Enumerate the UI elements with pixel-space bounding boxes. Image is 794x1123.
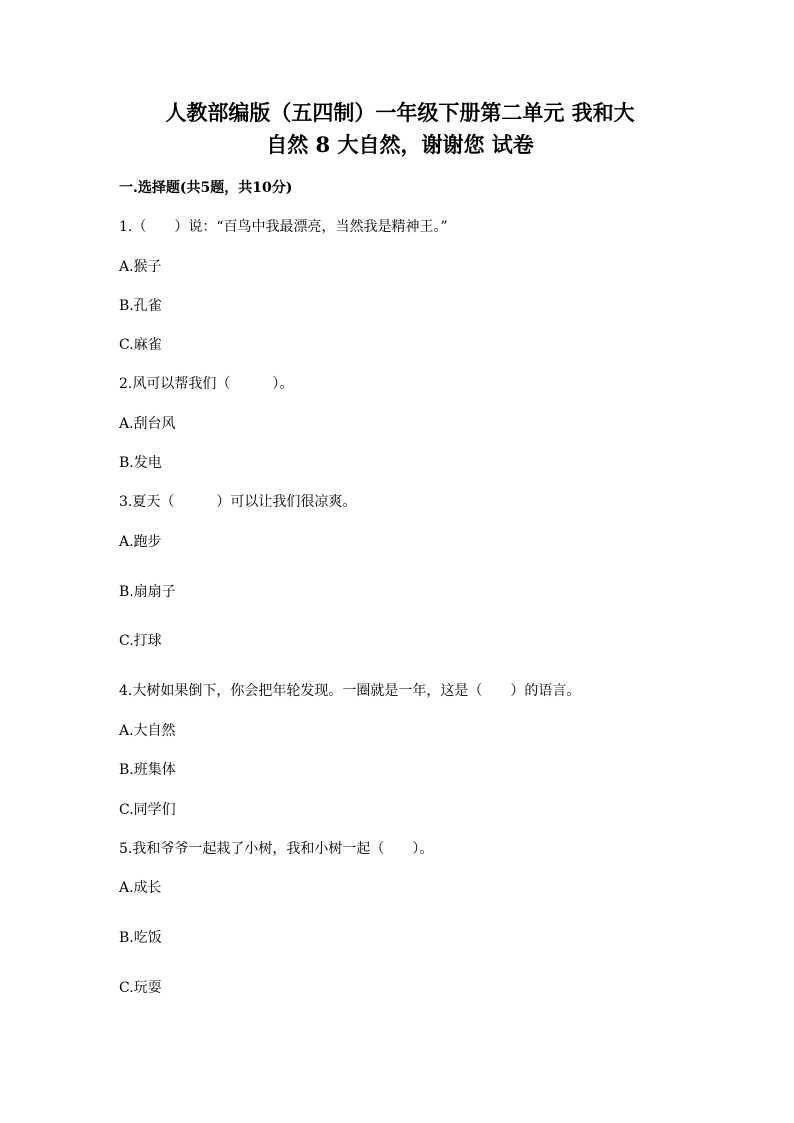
question-4-option-b: B.班集体	[119, 762, 176, 778]
question-5-option-c: C.玩耍	[119, 980, 162, 996]
question-4-option-c: C.同学们	[119, 802, 176, 818]
question-1-option-c: C.麻雀	[119, 337, 162, 353]
question-3-option-b: B.扇扇子	[119, 584, 176, 600]
question-4-stem: 4.大树如果倒下，你会把年轮发现。一圈就是一年，这是（ ）的语言。	[119, 683, 581, 699]
question-3-stem: 3.夏天（ ）可以让我们很凉爽。	[119, 494, 357, 510]
page-title-line-1: 人教部编版（五四制）一年级下册第二单元 我和大	[165, 100, 635, 125]
question-1-option-b: B.孔雀	[119, 298, 162, 314]
question-5-stem: 5.我和爷爷一起栽了小树，我和小树一起（ ）。	[119, 841, 434, 857]
question-3-option-a: A.跑步	[119, 534, 162, 550]
question-2-option-a: A.刮台风	[119, 416, 176, 432]
question-5-option-a: A.成长	[119, 880, 162, 896]
section-heading: 一.选择题(共5题，共10分)	[119, 180, 293, 196]
page-title-line-2: 自然 8 大自然，谢谢您 试卷	[266, 132, 534, 157]
question-2-option-b: B.发电	[119, 455, 162, 471]
question-4-option-a: A.大自然	[119, 723, 176, 739]
question-5-option-b: B.吃饭	[119, 930, 162, 946]
question-3-option-c: C.打球	[119, 633, 162, 649]
question-1-stem: 1.（ ）说：“百鸟中我最漂亮，当然我是精神王。”	[119, 219, 448, 235]
question-2-stem: 2.风可以帮我们（ ）。	[119, 376, 294, 392]
question-1-option-a: A.猴子	[119, 259, 162, 275]
